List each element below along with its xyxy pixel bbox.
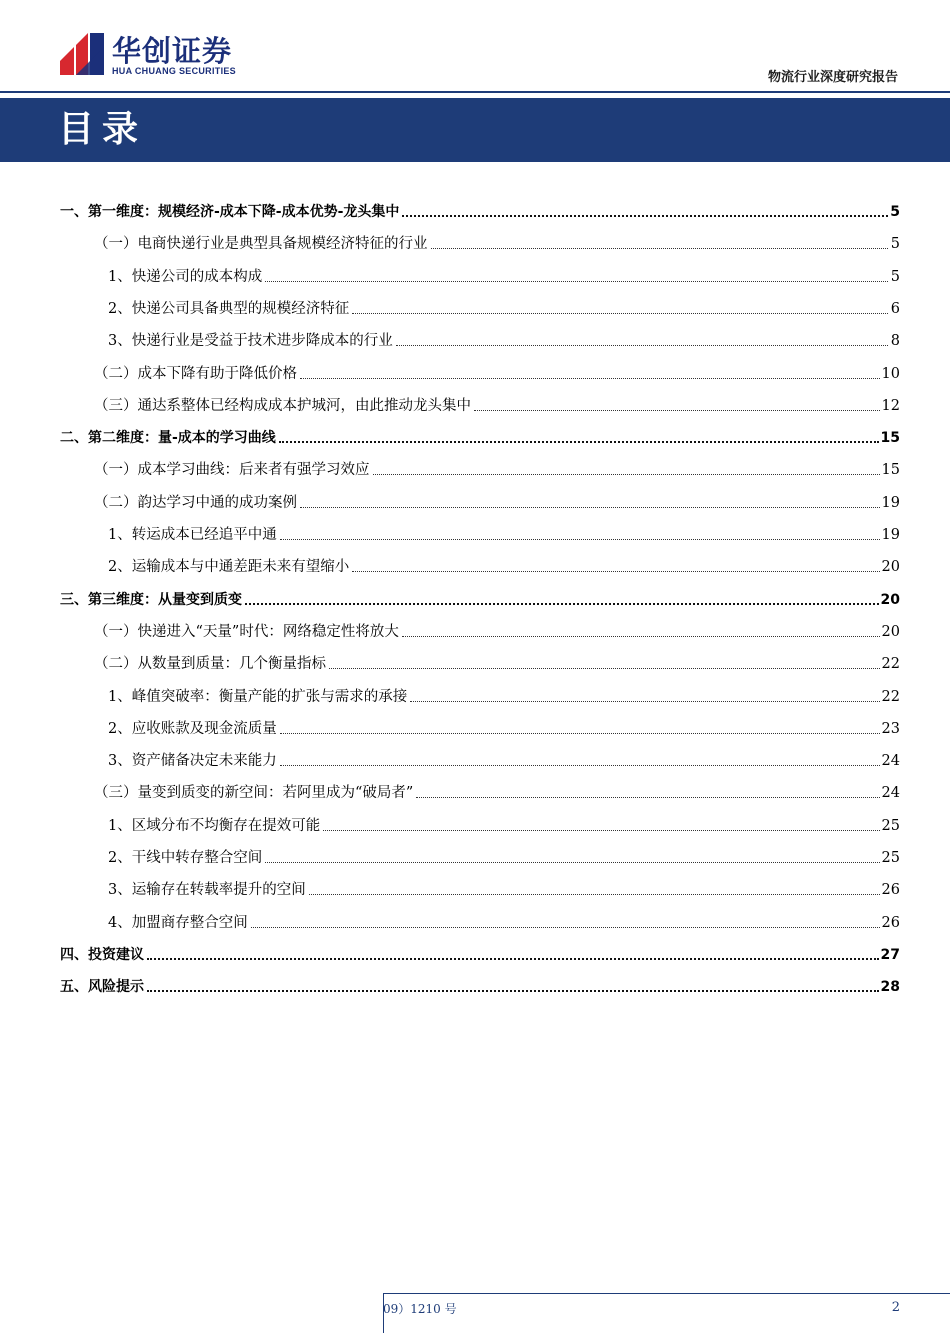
toc-entry-title: （二）从数量到质量：几个衡量指标 [94, 656, 326, 673]
page-number: 2 [891, 1300, 900, 1315]
company-name-cn: 华创证券 [112, 34, 233, 68]
toc-entry[interactable] [108, 331, 900, 351]
toc-entry-page: 6 [890, 300, 900, 317]
toc-entry-title: （一）快递进入“天量”时代：网络稳定性将放大 [94, 623, 399, 640]
toc-entry-page: 12 [881, 397, 900, 414]
toc-entry[interactable] [108, 848, 900, 868]
toc-entry-title: 2、干线中转存整合空间 [108, 850, 263, 866]
toc-entry-title: （三）量变到质变的新空间：若阿里成为“破局者” [94, 785, 414, 802]
toc-entry[interactable] [94, 654, 900, 674]
toc-dot-leader [280, 539, 880, 540]
toc-dot-leader [280, 733, 880, 734]
toc-dot-leader [245, 603, 879, 605]
page-header [0, 0, 950, 92]
toc-entry-page: 27 [880, 946, 900, 963]
toc-entry-title: （二）韵达学习中通的成功案例 [94, 494, 297, 511]
toc-entry-page: 5 [890, 204, 900, 220]
toc-entry-title: （三）通达系整体已经构成成本护城河，由此推动龙头集中 [94, 397, 471, 414]
toc-entry-title: （一）成本学习曲线：后来者有强学习效应 [94, 462, 370, 479]
toc-entry-title: 2、运输成本与中通差距未来有望缩小 [108, 559, 350, 576]
toc-entry-title: 二、第二维度：量-成本的学习曲线 [60, 430, 276, 447]
toc-entry-page: 15 [880, 430, 900, 447]
toc-entry-page: 8 [890, 333, 900, 350]
toc-dot-leader [416, 797, 879, 798]
toc-entry[interactable] [94, 396, 900, 416]
toc-entry[interactable] [108, 880, 900, 900]
toc-entry-page: 10 [881, 365, 900, 382]
toc-entry-title: （二）成本下降有助于降低价格 [94, 365, 297, 382]
title-band [0, 98, 950, 162]
toc-entry-page: 22 [881, 656, 900, 673]
toc-entry[interactable] [60, 428, 900, 448]
toc-entry[interactable] [108, 299, 900, 319]
company-name-en: HUA CHUANG SECURITIES [112, 66, 236, 76]
toc-entry-title: 2、快递公司具备典型的规模经济特征 [108, 300, 350, 317]
page-title: 目录 [58, 109, 147, 150]
toc-entry-page: 19 [881, 527, 900, 543]
toc-entry[interactable] [94, 234, 900, 254]
toc-entry-page: 24 [881, 785, 900, 802]
toc-entry-page: 25 [881, 850, 900, 866]
toc-entry-page: 23 [881, 720, 900, 737]
toc-entry-page: 5 [890, 236, 900, 253]
toc-entry-title: 1、转运成本已经追平中通 [108, 527, 277, 543]
toc-dot-leader [329, 668, 880, 669]
toc-entry-page: 20 [880, 591, 900, 608]
toc-entry[interactable] [108, 525, 900, 545]
toc-dot-leader [251, 927, 880, 928]
toc-entry-title: 五、风险提示 [60, 979, 144, 996]
header-divider [0, 91, 950, 93]
toc-entry[interactable] [108, 719, 900, 739]
toc-entry[interactable] [94, 364, 900, 384]
toc-dot-leader [265, 862, 879, 863]
toc-entry-page: 26 [881, 914, 900, 931]
toc-entry-title: 1、快递公司的成本构成 [108, 268, 263, 285]
toc-dot-leader [352, 571, 879, 572]
toc-entry-page: 20 [881, 559, 900, 576]
toc-entry-page: 24 [881, 753, 900, 770]
toc-entry[interactable] [108, 816, 900, 836]
toc-entry[interactable] [108, 913, 900, 933]
toc-entry[interactable] [108, 267, 900, 287]
toc-dot-leader [402, 636, 880, 637]
toc-dot-leader [396, 345, 888, 346]
toc-entry[interactable] [60, 202, 900, 222]
toc-entry-page: 19 [881, 494, 900, 511]
toc-dot-leader [279, 441, 879, 443]
toc-entry[interactable] [94, 460, 900, 480]
toc-entry-title: 3、快递行业是受益于技术进步降成本的行业 [108, 333, 393, 350]
toc-entry-page: 20 [881, 623, 900, 640]
toc-dot-leader [323, 830, 879, 831]
toc-dot-leader [280, 765, 880, 766]
company-logo-icon [60, 33, 104, 75]
toc-dot-leader [300, 378, 880, 379]
toc-dot-leader [309, 894, 880, 895]
toc-entry-title: 1、区域分布不均衡存在提效可能 [108, 817, 321, 834]
toc-entry-page: 26 [881, 882, 900, 899]
toc-entry-title: 2、应收账款及现金流质量 [108, 720, 277, 737]
toc-entry[interactable] [94, 783, 900, 803]
footer-divider [383, 1293, 950, 1294]
toc-entry-title: 一、第一维度：规模经济-成本下降-成本优势-龙头集中 [60, 204, 400, 220]
toc-entry-title: 1、峰值突破率：衡量产能的扩张与需求的承接 [108, 688, 408, 705]
toc-entry[interactable] [94, 493, 900, 513]
toc-entry-page: 25 [881, 817, 900, 834]
toc-entry-title: （一）电商快递行业是典型具备规模经济特征的行业 [94, 236, 428, 253]
toc-entry-title: 4、加盟商存整合空间 [108, 914, 248, 931]
toc-entry-page: 22 [881, 688, 900, 705]
toc-entry[interactable] [94, 622, 900, 642]
toc-dot-leader [373, 474, 880, 475]
toc-dot-leader [402, 215, 888, 217]
toc-entry-title: 三、第三维度：从量变到质变 [60, 591, 242, 608]
toc-dot-leader [147, 958, 879, 960]
toc-entry-page: 28 [880, 979, 900, 996]
toc-entry[interactable] [108, 557, 900, 577]
toc-dot-leader [300, 507, 880, 508]
footer-note: 09）1210 号 [383, 1302, 457, 1316]
toc-entry[interactable] [108, 751, 900, 771]
toc-dot-leader [474, 410, 880, 411]
toc-entry-title: 四、投资建议 [60, 946, 144, 963]
toc-dot-leader [410, 701, 879, 702]
toc-dot-leader [431, 248, 889, 249]
toc-entry-title: 3、运输存在转载率提升的空间 [108, 882, 306, 899]
toc-dot-leader [147, 990, 879, 992]
toc-entry[interactable] [60, 977, 900, 997]
toc-dot-leader [352, 313, 888, 314]
report-type: 物流行业深度研究报告 [767, 70, 898, 85]
toc-dot-leader [265, 281, 888, 282]
toc-entry-page: 15 [881, 462, 900, 479]
toc-entry-page: 5 [890, 268, 900, 285]
toc-entry[interactable] [60, 945, 900, 965]
toc-entry-title: 3、资产储备决定未来能力 [108, 753, 277, 770]
toc-entry[interactable] [108, 687, 900, 707]
toc-entry[interactable] [60, 590, 900, 610]
